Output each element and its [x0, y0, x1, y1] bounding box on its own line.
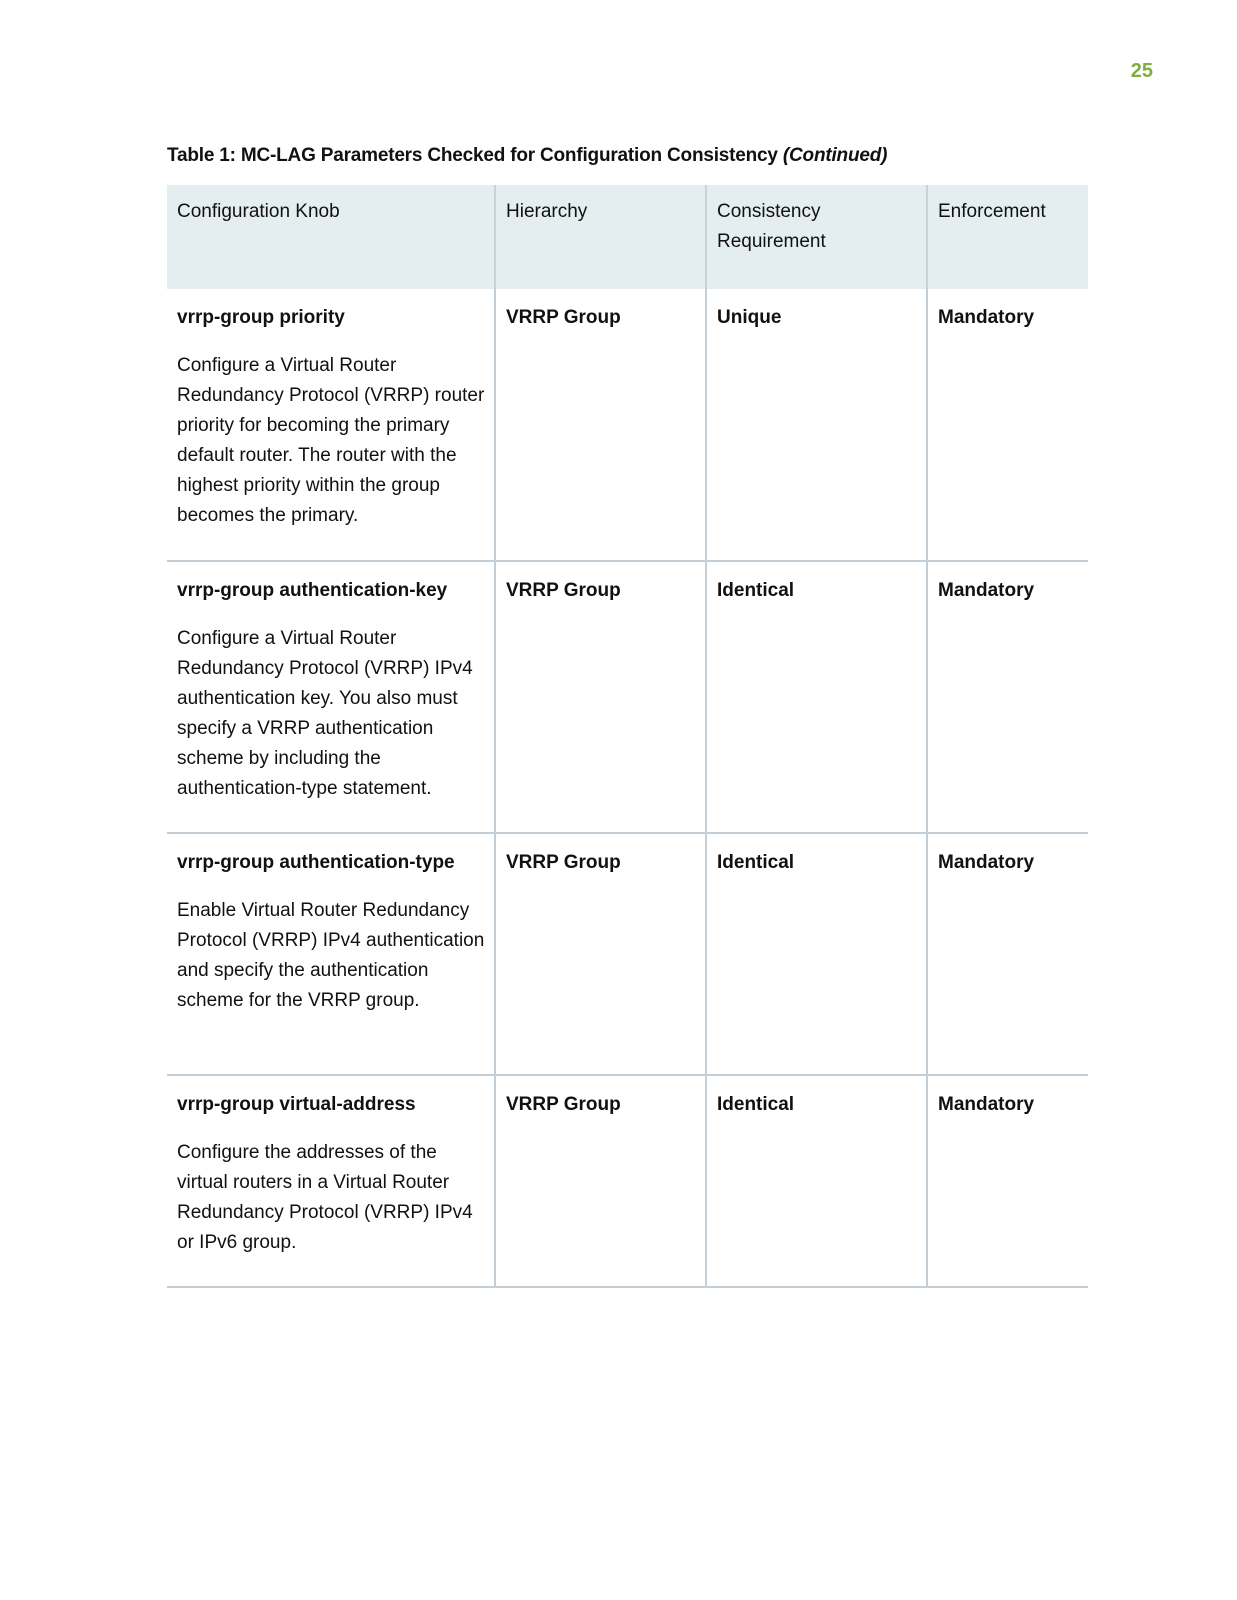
header-consistency-requirement: Consistency Requirement [706, 185, 927, 289]
header-configuration-knob: Configuration Knob [167, 185, 495, 289]
table-caption [167, 145, 887, 167]
knob-cell [167, 561, 495, 833]
table-row [167, 833, 1088, 1075]
enforcement-cell: Mandatory [927, 1075, 1088, 1287]
enforcement-cell: Mandatory [927, 289, 1088, 561]
knob-cell [167, 833, 495, 1075]
knob-description: Configure a Virtual Router Redundancy Protocol (VRRP) IPv4 authentication key. You also must specify a VRRP authentication scheme by including the authentication-type statement. [177, 628, 473, 799]
hierarchy-cell: VRRP Group [495, 833, 706, 1075]
knob-name: vrrp-group authentication-type [177, 852, 455, 873]
knob-description: Configure a Virtual Router Redundancy Protocol (VRRP) router priority for becoming the primary default router. The router with the highest priority within the group becomes the primary. [177, 355, 485, 526]
knob-name: vrrp-group virtual-address [177, 1094, 416, 1115]
knob-cell [167, 1075, 495, 1287]
table-caption-continued: (Continued) [782, 145, 888, 166]
consistency-cell: Identical [706, 561, 927, 833]
knob-name: vrrp-group authentication-key [177, 580, 448, 601]
header-enforcement: Enforcement [927, 185, 1088, 289]
enforcement-cell: Mandatory [927, 561, 1088, 833]
consistency-cell: Unique [706, 289, 927, 561]
table-row [167, 561, 1088, 833]
page-number: 25 [1130, 60, 1153, 82]
table-row [167, 1075, 1088, 1287]
hierarchy-cell: VRRP Group [495, 1075, 706, 1287]
enforcement-cell: Mandatory [927, 833, 1088, 1075]
consistency-cell: Identical [706, 1075, 927, 1287]
mc-lag-parameters-table [167, 185, 1088, 1288]
table-row [167, 289, 1088, 561]
table-caption-title: Table 1: MC-LAG Parameters Checked for Configuration Consistency [167, 145, 778, 166]
header-hierarchy: Hierarchy [495, 185, 706, 289]
knob-description: Enable Virtual Router Redundancy Protocol (VRRP) IPv4 authentication and specify the authentication scheme for the VRRP group. [177, 900, 485, 1011]
knob-name: vrrp-group priority [177, 307, 345, 328]
knob-description: Configure the addresses of the virtual routers in a Virtual Router Redundancy Protocol (VRRP) IPv4 or IPv6 group. [177, 1142, 473, 1253]
table-header-row [167, 185, 1088, 289]
hierarchy-cell: VRRP Group [495, 561, 706, 833]
hierarchy-cell: VRRP Group [495, 289, 706, 561]
consistency-cell: Identical [706, 833, 927, 1075]
knob-cell [167, 289, 495, 561]
